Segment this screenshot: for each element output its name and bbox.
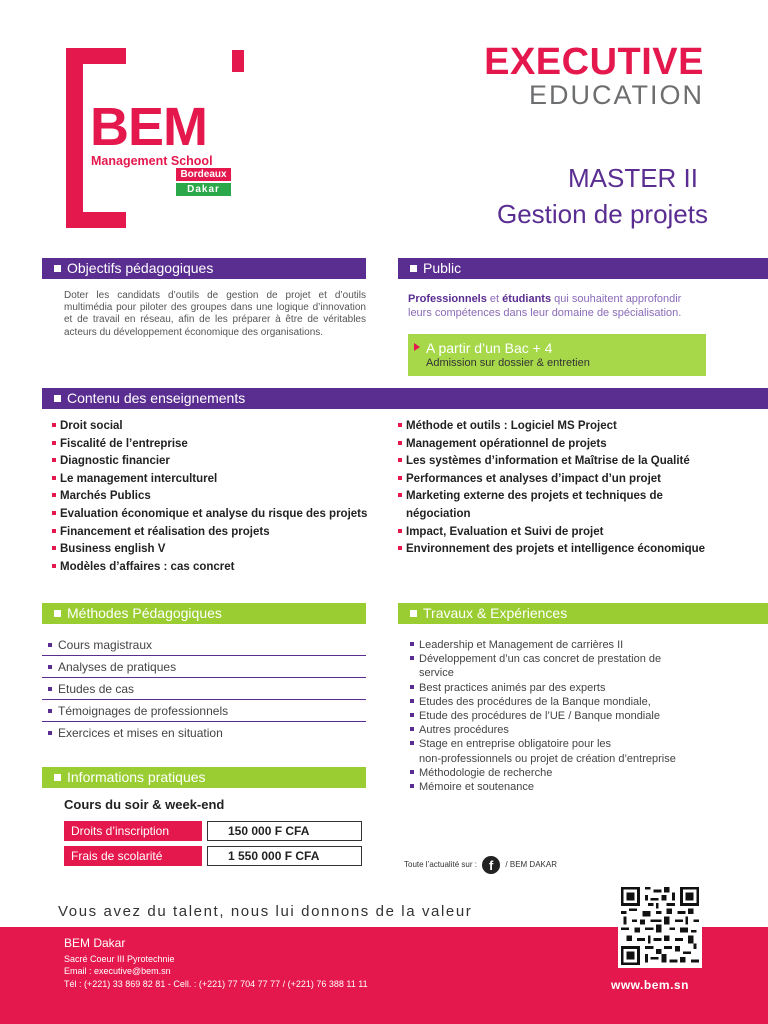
- list-item: Cours magistraux: [42, 634, 366, 656]
- public-word-etudiants: étudiants: [502, 293, 552, 305]
- contenu-title: Contenu des enseignements: [67, 390, 246, 406]
- public-title: Public: [423, 260, 462, 276]
- facebook-icon[interactable]: f: [482, 856, 500, 874]
- footer-address: Sacré Coeur III Pyrotechnie: [64, 954, 175, 964]
- square-bullet-icon: [54, 265, 61, 272]
- footer-email: Email : executive@bem.sn: [64, 966, 171, 976]
- admission-box: [408, 334, 706, 376]
- slogan: Vous avez du talent, nous lui donnons de la valeur: [58, 903, 473, 920]
- list-item: Le management interculturel: [52, 471, 367, 489]
- travaux-title: Travaux & Expériences: [423, 605, 568, 621]
- degree-title: MASTER II: [567, 163, 698, 193]
- fee-value-inscription: 150 000 F CFA: [207, 821, 362, 841]
- fee-value-scolarite: 1 550 000 F CFA: [207, 846, 362, 866]
- travaux-header: [398, 603, 768, 624]
- objectifs-text: Doter les candidats d’outils de gestion de projet et d’outils multimédia pour piloter des groupes dans une logique d’innovation et de travail en réseau, afin de les préparer à être de véritables acteurs du développement économique des organisations.: [64, 290, 366, 338]
- objectifs-header: [42, 258, 366, 279]
- list-item-continued: négociation: [406, 507, 471, 520]
- footer-phone: Tél : (+221) 33 869 82 81 - Cell. : (+221) 77 704 77 77 / (+221) 76 388 11 11: [64, 979, 368, 989]
- list-item: Evaluation économique et analyse du risque des projets: [52, 506, 367, 524]
- travaux-list: [410, 638, 730, 794]
- logo-bracket: [66, 48, 83, 228]
- footer-title: BEM Dakar: [64, 936, 126, 950]
- list-item: Etudes de cas: [42, 678, 366, 700]
- logo-city-bordeaux: Bordeaux: [176, 168, 231, 181]
- list-item: Management opérationnel de projets: [398, 436, 705, 454]
- list-item: Exercices et mises en situation: [42, 722, 366, 744]
- methodes-title: Méthodes Pédagogiques: [67, 605, 222, 621]
- square-bullet-icon: [54, 395, 61, 402]
- public-word-professionnels: Professionnels: [408, 293, 487, 305]
- infos-title: Informations pratiques: [67, 769, 206, 785]
- contenu-header: [42, 388, 768, 409]
- triangle-bullet-icon: [414, 343, 420, 351]
- list-item: Autres procédures: [410, 723, 730, 737]
- list-item: Marketing externe des projets et techniques de: [398, 488, 705, 506]
- contenu-list-right: [398, 418, 705, 559]
- square-bullet-icon: [410, 610, 417, 617]
- list-item: Environnement des projets et intelligence économique: [398, 541, 705, 559]
- list-item: Stage en entreprise obligatoire pour les: [410, 737, 730, 751]
- square-bullet-icon: [54, 774, 61, 781]
- fee-label-scolarite: Frais de scolarité: [64, 846, 202, 866]
- square-bullet-icon: [54, 610, 61, 617]
- list-item: Développement d’un cas concret de prestation de: [410, 652, 730, 666]
- admission-text: Admission sur dossier & entretien: [426, 357, 590, 369]
- logo-bracket-top: [66, 48, 126, 64]
- logo-bracket-bottom: [66, 212, 126, 228]
- social-prefix: Toute l’actualité sur :: [404, 860, 477, 870]
- qr-code-graphic: [621, 887, 699, 965]
- cours-schedule: Cours du soir & week-end: [64, 797, 225, 812]
- public-word-et: et: [489, 293, 500, 305]
- list-item: Performances et analyses d’impact d’un projet: [398, 471, 705, 489]
- bac-line: [414, 340, 706, 356]
- list-item: Leadership et Management de carrières II: [410, 638, 730, 652]
- logo-school: Management School: [91, 154, 213, 168]
- list-item: Impact, Evaluation et Suivi de projet: [398, 524, 705, 542]
- executive-title: EXECUTIVE: [484, 41, 704, 83]
- logo-name: BEM: [90, 97, 207, 157]
- list-item: Financement et réalisation des projets: [52, 524, 367, 542]
- public-rest-2: leurs compétences dans leur domaine de spécialisation.: [408, 306, 682, 319]
- qr-code: [618, 884, 702, 968]
- list-item-continued: service: [419, 667, 454, 680]
- public-text: [408, 293, 708, 320]
- list-item: Etude des procédures de l’UE / Banque mondiale: [410, 709, 730, 723]
- social-line: [404, 856, 557, 874]
- bac-level: A partir d’un Bac + 4: [426, 340, 553, 356]
- list-item: Méthode et outils : Logiciel MS Project: [398, 418, 705, 436]
- contenu-list-left: [52, 418, 367, 576]
- list-item: Témoignages de professionnels: [42, 700, 366, 722]
- list-item: Modèles d’affaires : cas concret: [52, 559, 367, 577]
- methodes-header: [42, 603, 366, 624]
- social-suffix: / BEM DAKAR: [505, 860, 557, 870]
- list-item: Méthodologie de recherche: [410, 766, 730, 780]
- logo-square: [232, 50, 244, 72]
- website-link[interactable]: www.bem.sn: [611, 978, 689, 992]
- list-item: Analyses de pratiques: [42, 656, 366, 678]
- program-title: Gestion de projets: [496, 199, 708, 229]
- public-rest-1: qui souhaitent approfondir: [554, 293, 682, 305]
- infos-header: [42, 767, 366, 788]
- square-bullet-icon: [410, 265, 417, 272]
- list-item: Fiscalité de l’entreprise: [52, 436, 367, 454]
- list-item: Mémoire et soutenance: [410, 780, 730, 794]
- education-title: EDUCATION: [528, 80, 704, 110]
- fee-label-inscription: Droits d’inscription: [64, 821, 202, 841]
- list-item: Best practices animés par des experts: [410, 681, 730, 695]
- list-item: Business english V: [52, 541, 367, 559]
- list-item: Diagnostic financier: [52, 453, 367, 471]
- list-item: Etudes des procédures de la Banque mondiale,: [410, 695, 730, 709]
- list-item: Les systèmes d’information et Maîtrise de la Qualité: [398, 453, 705, 471]
- list-item: Droit social: [52, 418, 367, 436]
- objectifs-title: Objectifs pédagogiques: [67, 260, 214, 276]
- list-item: Marchés Publics: [52, 488, 367, 506]
- public-header: [398, 258, 768, 279]
- methodes-list: [42, 634, 366, 744]
- list-item-continued: non-professionnels ou projet de création d’entreprise: [419, 752, 676, 765]
- logo-city-dakar: Dakar: [176, 183, 231, 196]
